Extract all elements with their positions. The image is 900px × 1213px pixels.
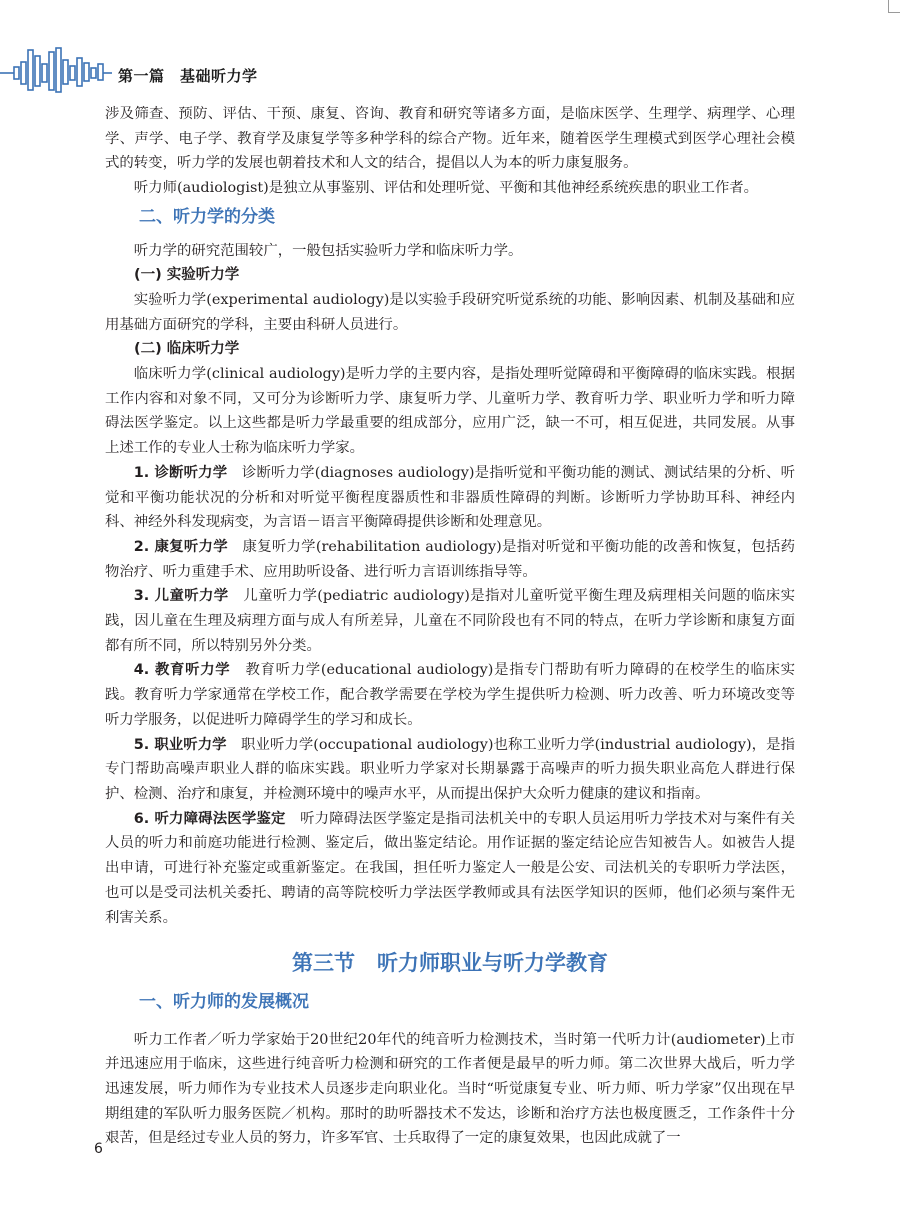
- item-lead: 4. 教育听力学: [133, 662, 231, 679]
- item-text: 儿童听力学(pediatric audiology)是指对儿童听觉平衡生理及病理相关问题的临床实践，因儿童在生理及病理方面与成人有所差异，儿童在不同阶段也有不同的特点，在听力学诊断和康复方面都有所不同，所以特别另外分类。: [105, 588, 795, 654]
- paragraph-clinical: 临床听力学(clinical audiology)是听力学的主要内容，是指处理听觉障碍和平衡障碍的临床实践。根据工作内容和对象不同，又可分为诊断听力学、康复听力学、儿童听力学、教育听力学、职业听力学和听力障碍法医学鉴定。以上这些都是听力学最重要的组成部分，应用广泛，缺一不可，相互促进，共同发展。从事上述工作的专业人士称为临床听力学家。: [105, 366, 795, 457]
- item-text: 教育听力学(educational audiology)是指专门帮助有听力障碍的在校学生的临床实践。教育听力学家通常在学校工作，配合教学需要在学校为学生提供听力检测、听力改善、听力环境改变等听力学服务，以促进听力障碍学生的学习和成长。: [105, 662, 795, 728]
- page-header: [0, 0, 900, 100]
- section-title: 听力师职业与听力学教育: [377, 951, 608, 976]
- item-lead: 3. 儿童听力学: [133, 588, 229, 605]
- paragraph-experimental: 实验听力学(experimental audiology)是以实验手段研究听觉系统的功能、影响因素、机制及基础和应用基础方面研究的学科，主要由科研人员进行。: [105, 291, 795, 333]
- item-text: 诊断听力学(diagnoses audiology)是指听觉和平衡功能的测试、测试结果的分析、听觉和平衡功能状况的分析和对听觉平衡程度器质性和非器质性障碍的判断。诊断听力学协助耳科、神经内科、神经外科发现病变，为言语－语言平衡障碍提供诊断和处理意见。: [105, 464, 795, 531]
- item-lead: 2. 康复听力学: [133, 538, 228, 555]
- paragraph-development: 听力工作者／听力学家始于20世纪20年代的纯音听力检测技术，当时第一代听力计(audiometer)上市并迅速应用于临床，这些进行纯音听力检测和研究的工作者便是最早的听力师。第二次世界大战后，听力学迅速发展，听力师作为专业技术人员逐步走向职业化。当时“听觉康复专业、听力师、听力学家”仅出现在早期组建的军队听力服务医院／机构。那时的助听器技术不发达，诊断和治疗方法也极度匮乏，工作条件十分艰苦，但是经过专业人员的努力，许多军官、士兵取得了一定的康复效果，也因此成就了一: [105, 1031, 795, 1147]
- paragraph-scope: 听力学的研究范围较广，一般包括实验听力学和临床听力学。: [133, 242, 523, 259]
- crop-mark: [888, 0, 900, 13]
- item-text: 康复听力学(rehabilitation audiology)是指对听觉和平衡功能的改善和恢复，包括药物治疗、听力重建手术、应用助听设备、进行听力言语训练指导等。: [105, 538, 795, 580]
- list-item: [105, 461, 795, 535]
- section-heading: [105, 951, 795, 976]
- list-item: [105, 807, 795, 931]
- item-text: 职业听力学(occupational audiology)也称工业听力学(industrial audiology)，是指专门帮助高噪声职业人群的临床实践。职业听力学家对长期暴露于高噪声的听力损失职业高危人群进行保护、检测、治疗和康复，并检测环境中的噪声水平，从而提出保护大众听力健康的建议和指南。: [105, 736, 795, 802]
- paragraph-audiologist: 听力师(audiologist)是独立从事鉴别、评估和处理听觉、平衡和其他神经系统疾患的职业工作者。: [133, 180, 759, 197]
- heading-classification: 二、听力学的分类: [139, 206, 275, 227]
- list-item: [105, 658, 795, 732]
- item-lead: 6. 听力障碍法医学鉴定: [133, 810, 286, 827]
- item-lead: 5. 职业听力学: [133, 736, 227, 753]
- heading-development: 一、听力师的发展概况: [139, 991, 309, 1012]
- item-text: 听力障碍法医学鉴定是指司法机关中的专职人员运用听力学技术对与案件有关人员的听力和前庭功能进行检测、鉴定后，做出鉴定结论。用作证据的鉴定结论应告知被告人。如被告人提出申请，可进行补充鉴定或重新鉴定。在我国，担任听力鉴定人一般是公安、司法机关的专职听力学法医，也可以是受司法机关委托、聘请的高等院校听力学法医学教师或具有法医学知识的医师，他们必须与案件无利害关系。: [105, 810, 795, 926]
- section-number: 第三节: [292, 951, 355, 976]
- item-lead: 1. 诊断听力学: [133, 464, 228, 481]
- list-item: [105, 535, 795, 584]
- paragraph-intro-continued: 涉及筛查、预防、评估、干预、康复、咨询、教育和研究等诸多方面，是临床医学、生理学、病理学、心理学、声学、电子学、教育学及康复学等多种学科的综合产物。近年来，随着医学生理模式到医学心理社会模式的转变，听力学的发展也朝着技术和人文的结合，提倡以人为本的听力康复服务。: [105, 106, 795, 172]
- page-body: [105, 102, 795, 1151]
- list-item: [105, 584, 795, 658]
- heading-clinical: (二) 临床听力学: [134, 341, 240, 358]
- page-number: 6: [94, 1141, 103, 1157]
- list-item: [105, 733, 795, 807]
- running-head: 第一篇 基础听力学: [118, 67, 258, 85]
- heading-experimental: (一) 实验听力学: [134, 267, 240, 284]
- sound-wave-icon: [0, 40, 112, 100]
